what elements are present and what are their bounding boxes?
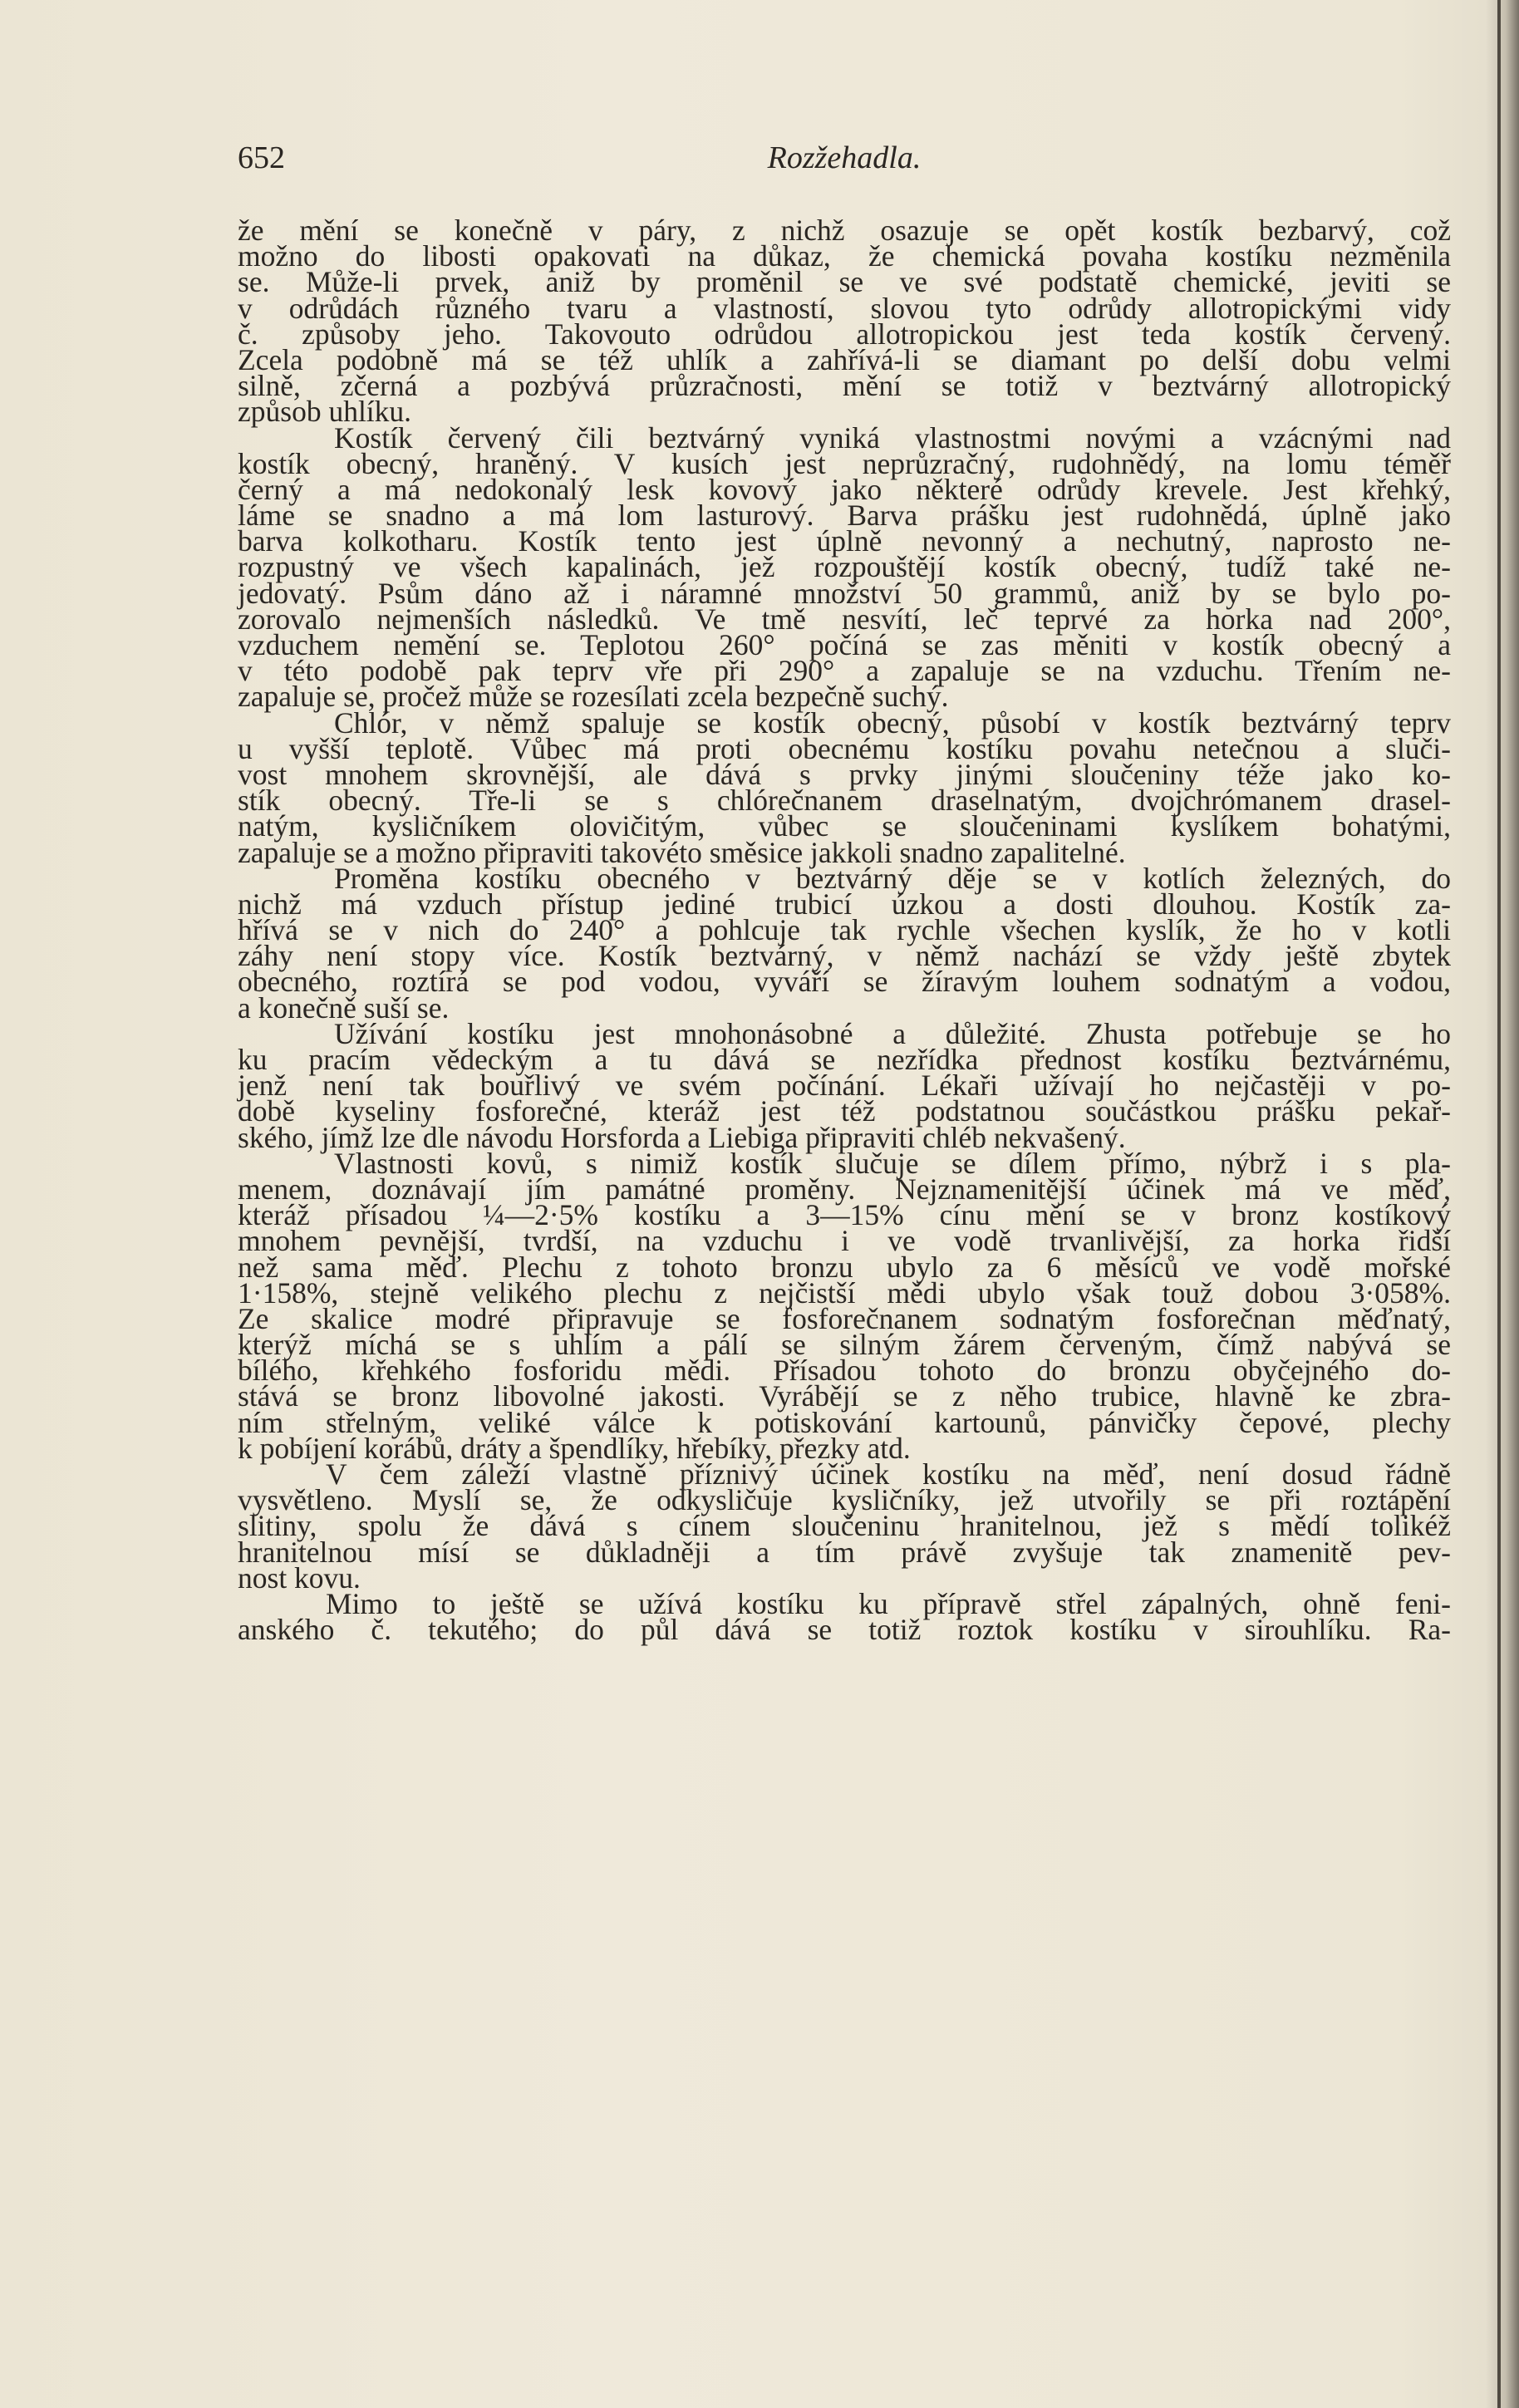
- text-line: láme se snadno a má lom lasturový. Barva prášku jest rudohnědá, úplně jako: [238, 499, 1451, 533]
- text-line: obecného, roztírá se pod vodou, vyváří se žíravým louhem sodnatým a vodou,: [238, 965, 1451, 999]
- text-line: Mimo to ještě se užívá kostíku ku přípravě střel zápalných, ohně feni-: [326, 1586, 1451, 1620]
- text-line: Vlastnosti kovů, s nimiž kostík slučuje se dílem přímo, nýbrž i s pla-: [334, 1146, 1451, 1180]
- body-text: [238, 214, 1451, 1647]
- text-line: jedovatý. Psům dáno až i náramné množství 50 grammů, aniž by se bylo po-: [238, 576, 1451, 610]
- text-line: ského, jímž lze dle návodu Horsforda a Liebiga připraviti chléb nekvašený.: [238, 1120, 1126, 1154]
- text-line: hřívá se v nich do 240° a pohlcuje tak rychle všechen kyslík, že ho v kotli: [238, 913, 1451, 947]
- text-line: u vyšší teplotě. Vůbec má proti obecnému kostíku povahu netečnou a sluči-: [238, 731, 1451, 765]
- text-line: záhy není stopy více. Kostík beztvárný, v němž nachází se vždy ještě zbytek: [238, 939, 1451, 973]
- text-line: 1·158%, stejně velikého plechu z nejčistší mědi ubylo však touž dobou 3·058%.: [238, 1275, 1451, 1310]
- text-line: silně, zčerná a pozbývá průzračnosti, mění se totiž v beztvárný allotropický: [238, 369, 1451, 403]
- text-line: Chlór, v němž spaluje se kostík obecný, působí v kostík beztvárný teprv: [334, 705, 1451, 740]
- text-line: Proměna kostíku obecného v beztvárný děje se v kotlích železných, do: [334, 861, 1451, 895]
- text-line: zorovalo nejmenších následků. Ve tmě nesvítí, leč teprvé za horka nad 200°,: [238, 602, 1451, 636]
- text-line: zapaluje se, pročež může se rozesílati zcela bezpečně suchý.: [238, 680, 949, 714]
- text-line: vzduchem nemění se. Teplotou 260° počíná se zas měniti v kostík obecný a: [238, 628, 1451, 661]
- text-line: vost mnohem skrovnější, ale dává s prvky jinými sloučeniny téže jako ko-: [238, 757, 1451, 791]
- text-line: V čem záleží vlastně příznivý účinek kostíku na měď, není dosud řádně: [326, 1457, 1451, 1491]
- text-line: hranitelnou mísí se důkladněji a tím právě zvyšuje tak znamenitě pev-: [238, 1535, 1451, 1569]
- text-line: slitiny, spolu že dává s cínem sloučeninu hranitelnou, jež s mědí tolikéž: [238, 1509, 1451, 1543]
- text-line: č. způsoby jeho. Takovouto odrůdou allotropickou jest teda kostík červený.: [238, 317, 1451, 351]
- text-line: anského č. tekutého; do půl dává se totiž roztok kostíku v sirouhlíku. Ra-: [238, 1613, 1451, 1647]
- text-line: Zcela podobně má se též uhlík a zahřívá-li se diamant po delší dobu velmi: [238, 342, 1451, 376]
- page-edge-shadow: [1486, 0, 1519, 2408]
- text-line: době kyseliny fosforečné, kteráž jest též podstatnou součástkou prášku pekař-: [238, 1094, 1451, 1128]
- text-line: zapaluje se a možno připraviti takovéto směsice jakkoli snadno zapalitelné.: [238, 835, 1126, 869]
- text-line: v odrůdách různého tvaru a vlastností, slovou tyto odrůdy allotropickými vidy: [238, 291, 1451, 325]
- text-line: menem, doznávají jím památné proměny. Nejznamenitější účinek má ve měď,: [238, 1172, 1451, 1206]
- running-title: Rozžehadla.: [767, 140, 922, 175]
- text-line: černý a má nedokonalý lesk kovový jako některé odrůdy krevele. Jest křehký,: [238, 472, 1451, 506]
- text-line: ním střelným, veliké válce k potiskování kartounů, pánvičky čepové, plechy: [238, 1405, 1451, 1439]
- text-line: kteráž přísadou ¼—2·5% kostíku a 3—15% cínu mění se v bronz kostíkový: [238, 1198, 1451, 1232]
- page-header: [238, 140, 1451, 181]
- text-line: že mění se konečně v páry, z nichž osazuje se opět kostík bezbarvý, což: [238, 214, 1451, 247]
- page-number: 652: [238, 140, 285, 175]
- text-line: kterýž míchá se s uhlím a pálí se silným žárem červeným, čímž nabývá se: [238, 1328, 1451, 1362]
- text-line: způsob uhlíku.: [238, 395, 412, 429]
- text-line: v této podobě pak teprv vře při 290° a zapaluje se na vzduchu. Třením ne-: [238, 654, 1451, 688]
- text-line: barva kolkotharu. Kostík tento jest úplně nevonný a nechutný, naprosto ne-: [238, 524, 1451, 558]
- text-line: rozpustný ve všech kapalinách, jež rozpouštějí kostík obecný, tudíž také ne-: [238, 550, 1451, 584]
- text-line: Užívání kostíku jest mnohonásobné a důležité. Zhusta potřebuje se ho: [334, 1016, 1451, 1050]
- binding-edge: [1497, 0, 1501, 2408]
- text-line: stík obecný. Tře-li se s chlórečnanem draselnatým, dvojchrómanem drasel-: [238, 784, 1451, 818]
- text-line: možno do libosti opakovati na důkaz, že chemická povaha kostíku nezměnila: [238, 239, 1451, 273]
- text-line: stává se bronz libovolné jakosti. Vyrábějí se z něho trubice, hlavně ke zbra-: [238, 1379, 1451, 1413]
- text-line: nost kovu.: [238, 1560, 361, 1595]
- text-line: Kostík červený čili beztvárný vyniká vlastnostmi novými a vzácnými nad: [334, 420, 1451, 455]
- text-line: Ze skalice modré připravuje se fosforečnanem sodnatým fosforečnan měďnatý,: [238, 1301, 1451, 1335]
- text-line: ku pracím vědeckým a tu dává se nezřídka přednost kostíku beztvárnému,: [238, 1043, 1451, 1076]
- text-line: nichž má vzduch přístup jediné trubicí úzkou a dosti dlouhou. Kostík za-: [238, 887, 1451, 921]
- text-line: k pobíjení korábů, dráty a špendlíky, hřebíky, přezky atd.: [238, 1431, 911, 1465]
- text-line: kostík obecný, hraněný. V kusích jest neprůzračný, rudohnědý, na lomu téměř: [238, 446, 1451, 480]
- text-line: se. Může-li prvek, aniž by proměnil se ve své podstatě chemické, jeviti se: [238, 265, 1451, 299]
- text-line: než sama měď. Plechu z tohoto bronzu ubylo za 6 měsíců ve vodě mořské: [238, 1250, 1451, 1284]
- text-line: vysvětleno. Myslí se, že odkysličuje kysličníky, jež utvořily se při roztápění: [238, 1483, 1451, 1517]
- text-line: jenž není tak bouřlivý ve svém počínání. Lékaři užívají ho nejčastěji v po-: [238, 1069, 1451, 1103]
- text-line: a konečně suší se.: [238, 990, 450, 1025]
- text-line: mnohem pevnější, tvrdší, na vzduchu i ve vodě trvanlivější, za horka řidší: [238, 1224, 1451, 1258]
- text-line: natým, kysličníkem olovičitým, vůbec se sloučeninami kyslíkem bohatými,: [238, 809, 1451, 843]
- text-line: bílého, křehkého fosforidu mědi. Přísadou tohoto do bronzu obyčejného do-: [238, 1354, 1451, 1388]
